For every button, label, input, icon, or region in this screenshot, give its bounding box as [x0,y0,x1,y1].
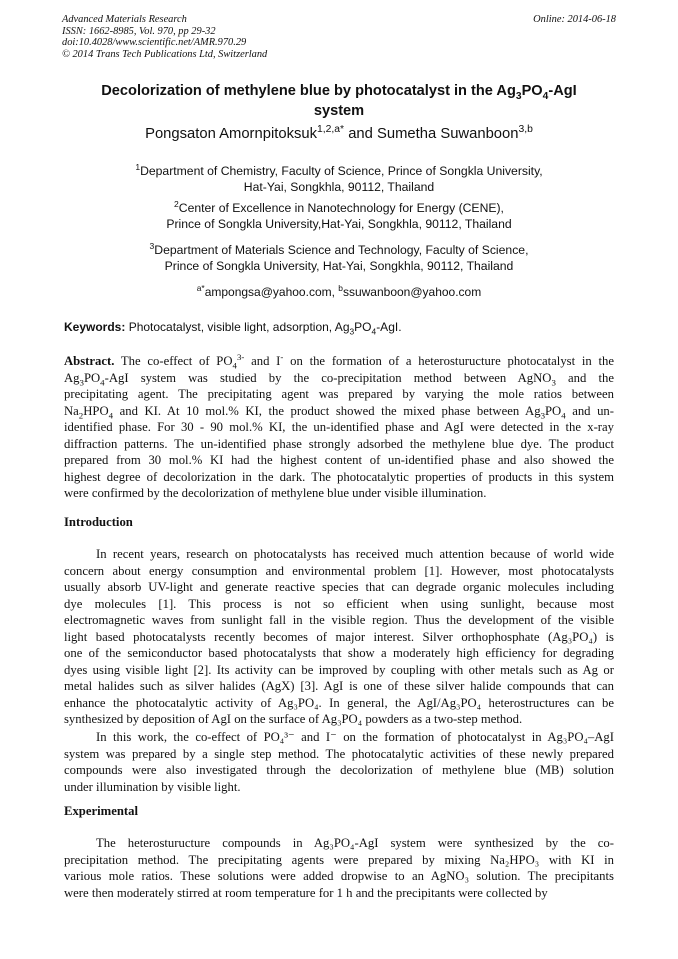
text-line: various mole ratios. These solutions were added dropwise to an AgNO₃ solution. The precipitants [64,869,614,883]
affiliation-2: $^2$Center of Excellence in Nanotechnology for Energy (CENE), Prince of Songkla University,Hat-Yai, Songkhla, 90112, Thailand [166,198,512,232]
introduction-heading: Introduction [64,515,133,529]
text-line: dye molecules [1]. This process is not so efficient when using sunlight, because most [64,596,614,611]
journal-header [62,14,267,60]
doi: doi:10.4028/www.scientific.net/AMR.970.29 [62,37,247,49]
abstract: Abstract. The co-effect of $PO_4^{3-}$ and I- on the formation of a heterosturucture photocatalyst in the $Ag_3PO_4$-AgI system was studied by the co-precipitation method between AgNO$_3$ and the precipitating agent. The precipitating agent was prepared by varying the mole ratios between $Na_2HPO_4$ and KI. At 10 mol.% KI, the product showed the mixed phase between $Ag_3PO_4$ and un- identified phase. For 30 - 90 mol.% KI, the un-identified phase and AgI were detected in the x-ray diffraction patterns. The un-identified phase strongly adsorbed the methylene blue dye. The product prepared from 30 mol.% KI had the highest content of un-identified phase and also showed the highest degree of decolorization in the dark. The photocatalytic properties of products in this system were confirmed by the decolorization of methylene blue under visible illumination. [64,351,614,500]
text-line: usually absorb UV-light and generate reactive species that can degrade organic molecules including [64,580,614,594]
text-line: dyes using visible light [2]. Its activity can be improved by coupling with other metals such as Ag or [64,662,614,677]
text-line: In this work, the co-effect of PO₄³⁻ and I⁻ on the formation of photocatalyst in Ag₃PO₄–AgI [96,730,614,744]
experimental-paragraph-1 [64,835,614,901]
online-date: Online: 2014-06-18 [533,14,616,25]
text-line: synthesized by deposition of AgI on the surface of Ag₃PO₄ powders as a two-step method. [64,712,523,726]
text-line: metal halides such as silver halides (AgX) [3]. AgI is one of these silver halide compounds that can [64,679,614,693]
affiliation-1: $^1$Department of Chemistry, Faculty of Science, Prince of Songkla University, Hat-Yai, Songkhla, 90112, Thailand [135,161,543,195]
keywords: Keywords: Photocatalyst, visible light, adsorption, $Ag_3PO_4$-AgI. [64,320,402,337]
text-line: compounds were also investigated through the decolorization of methylene blue (MB) solution [64,763,614,777]
text-line: light based photocatalysts recently becomes of major interest. Silver orthophosphate (Ag₃PO₄) is [64,629,614,644]
introduction-paragraph-2 [64,729,614,795]
paper-title: Decolorization of methylene blue by photocatalyst in the $Ag_3PO_4$-AgI system [101,83,577,119]
text-line: under illumination by visible light. [64,779,241,794]
introduction-paragraph-1 [64,546,614,728]
text-line: were then moderately stirred at room temperature for 1 h and the precipitants were collected by [64,885,548,900]
text-line: precipitation method. The precipitating agents were prepared by mixing Na₂HPO₃ with KI in [64,852,614,867]
issn: ISSN: 1662-8985, Vol. 970, pp 29-32 [62,25,216,37]
text-line: system was prepared by a single step method. The photocatalytic activities of these newly prepared [64,746,614,761]
author-list: Pongsaton Amornpitoksuk$^{1,2,a*}$ and Sumetha Suwanboon$^{3,b}$ [145,124,533,142]
email-a[interactable]: ampongsa@yahoo.com [204,285,332,299]
email-b[interactable]: ssuwanboon@yahoo.com [342,285,482,299]
text-line: concern about energy consumption and environmental problem [1]. However, most photocatalysts [64,563,614,578]
affiliation-3: $^3$Department of Materials Science and Technology, Faculty of Science, Prince of Songkla University, Hat-Yai, Songkhla, 90112, Thailand [149,240,529,274]
author-2: Sumetha Suwanboon [377,126,519,142]
copyright: © 2014 Trans Tech Publications Ltd, Switzerland [62,48,268,60]
text-line: one of the semiconductor based photocatalysts that show a moderately high efficiency for degrading [64,646,614,660]
text-line: electromagnetic waves from sunlight fall in the visible region. Thus the development of the visible [64,613,614,627]
text-line: The heterosturucture compounds in Ag₃PO₄-AgI system were synthesized by the co- [96,836,614,850]
text-line: enhance the photocatalytic activity of Ag₃PO₄. In general, the AgI/Ag₃PO₄ heterostructures can be [64,695,614,710]
author-emails: $^{a*}$ampongsa@yahoo.com, $^b$ssuwanboon@yahoo.com [196,283,482,299]
experimental-heading: Experimental [64,804,139,818]
text-line: In recent years, research on photocatalysts has received much attention because of world wide [96,547,614,561]
journal-name: Advanced Materials Research [62,14,187,25]
author-1: Pongsaton Amornpitoksuk [145,126,317,142]
